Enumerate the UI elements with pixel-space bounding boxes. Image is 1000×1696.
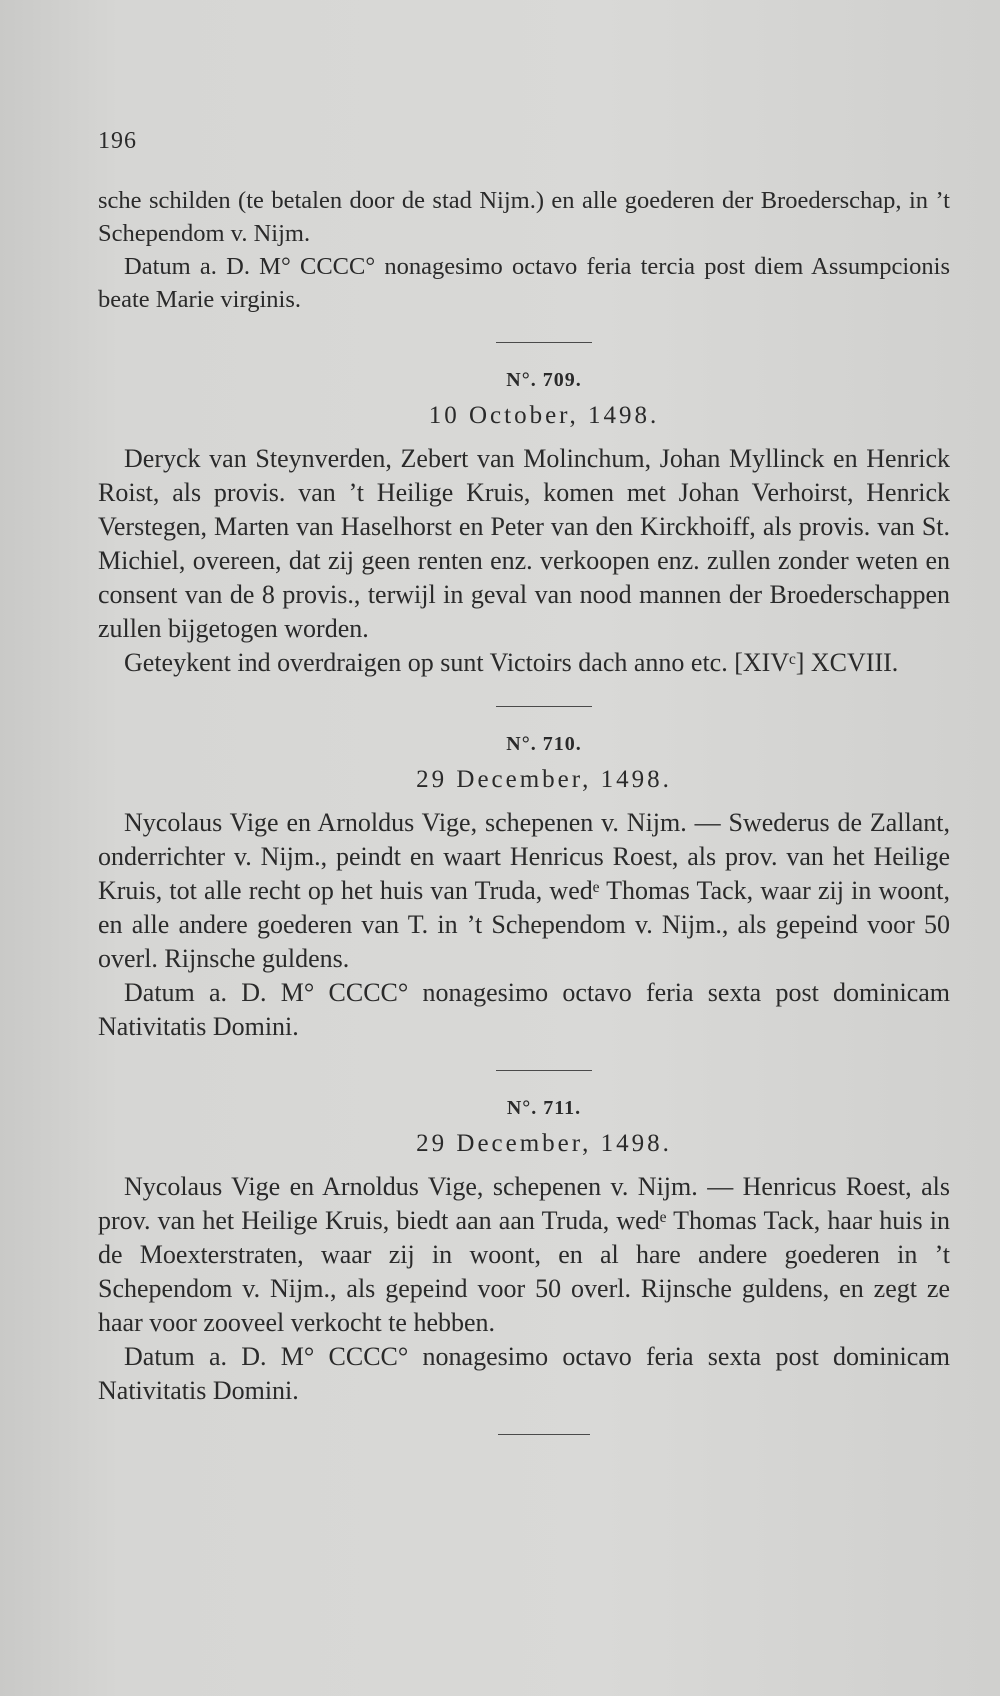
section-divider: [496, 706, 592, 707]
section-divider: [496, 1070, 592, 1071]
entry-dating-clause: Geteykent ind overdraigen op sunt Victoirs dach anno etc. [XIVᶜ] XCVIII.: [124, 648, 899, 677]
entry-dating-clause: Datum a. D. M° CCCC° nonagesimo octavo feria sexta post dominicam Nativitatis Domini.: [98, 978, 950, 1041]
intro-paragraph-2: Datum a. D. M° CCCC° nonagesimo octavo feria tercia post diem Assumpcionis beate Marie virginis.: [98, 253, 950, 313]
entry-709: [98, 369, 950, 680]
section-divider: [496, 342, 592, 343]
entry-number: N°. 709.: [506, 369, 582, 391]
entry-date: 10 October, 1498.: [428, 402, 660, 429]
page-number: 196: [98, 128, 137, 154]
page-content: [98, 184, 950, 1435]
entry-710: [98, 733, 950, 1044]
entry-body: Nycolaus Vige en Arnoldus Vige, schepenen v. Nijm. — Henricus Roest, als prov. van het Heilige Kruis, biedt aan aan Truda, wedᵉ Thomas Tack, haar huis in de Moexterstraten, waar zij in woont, en al hare andere goederen in ’t Schependom v. Nijm., als gepeind voor 50 overl. Rijnsche guldens, en zegt ze haar voor zooveel verkocht te hebben.: [98, 1172, 950, 1337]
entry-date: 29 December, 1498.: [416, 1130, 672, 1157]
end-divider: [498, 1434, 590, 1435]
entry-number: N°. 710.: [506, 733, 582, 755]
entry-711: [98, 1097, 950, 1408]
entry-body: Deryck van Steynverden, Zebert van Molinchum, Johan Myllinck en Henrick Roist, als provis. van ’t Heilige Kruis, komen met Johan Verhoirst, Henrick Verstegen, Marten van Haselhorst en Peter van den Kirckhoiff, als provis. van St. Michiel, overeen, dat zij geen renten enz. verkoopen enz. zullen zonder weten en consent van de 8 provis., terwijl in geval van nood mannen der Broederschappen zullen bijgetogen worden.: [98, 444, 950, 643]
entry-number: N°. 711.: [506, 1097, 582, 1119]
intro-paragraph-1: sche schilden (te betalen door de stad Nijm.) en alle goederen der Broederschap, in ’t Schependom v. Nijm.: [98, 187, 950, 247]
entry-dating-clause: Datum a. D. M° CCCC° nonagesimo octavo feria sexta post dominicam Nativitatis Domini.: [98, 1342, 950, 1405]
entry-date: 29 December, 1498.: [416, 766, 672, 793]
entry-body: Nycolaus Vige en Arnoldus Vige, schepenen v. Nijm. — Swederus de Zallant, onderrichter v. Nijm., peindt en waart Henricus Roest, als prov. van het Heilige Kruis, tot alle recht op het huis van Truda, wedᵉ Thomas Tack, waar zij in woont, en alle andere goederen van T. in ’t Schependom v. Nijm., als gepeind voor 50 overl. Rijnsche guldens.: [98, 808, 950, 973]
